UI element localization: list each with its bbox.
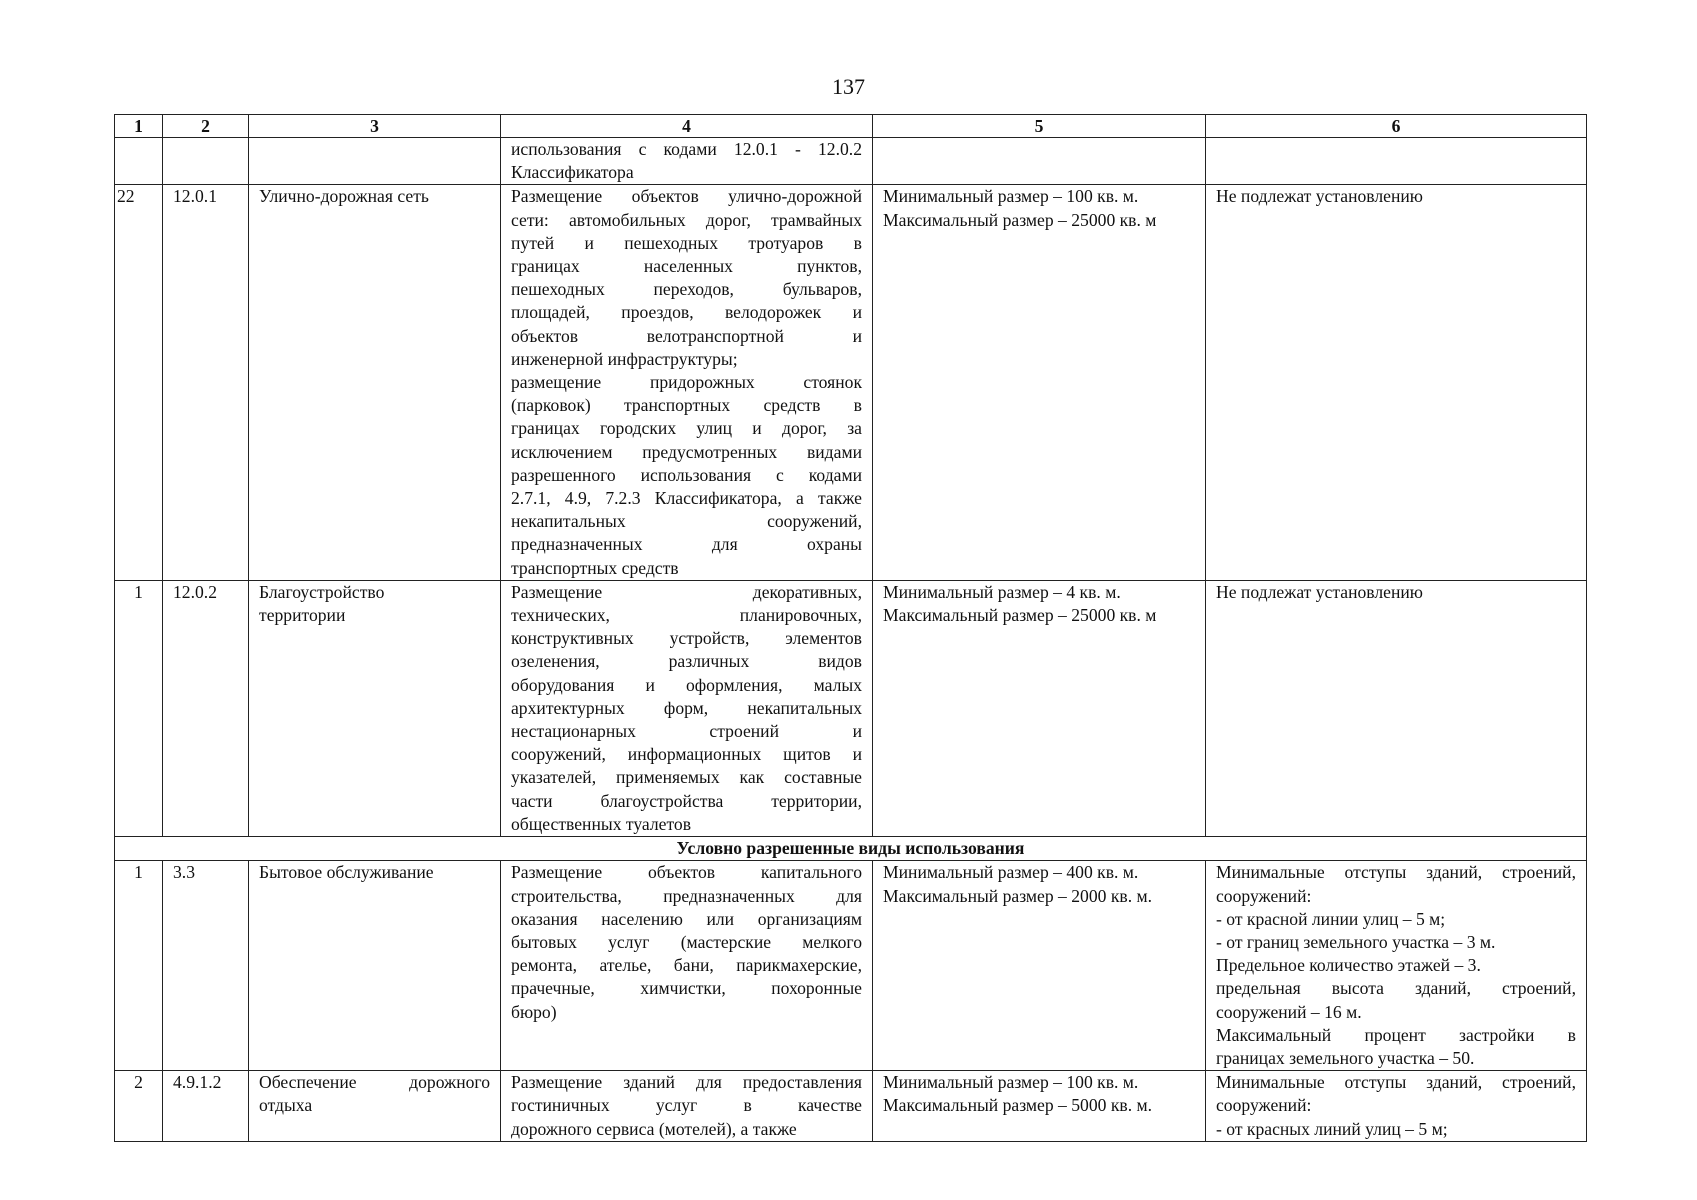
cell-code: 12.0.1 — [163, 185, 249, 580]
params-line: Не подлежат установлению — [1216, 186, 1423, 207]
text-line: (парковок) транспортных средств в — [511, 395, 862, 416]
text-line: сети: автомобильных дорог, трамвайных — [511, 209, 862, 230]
cell-params — [1206, 138, 1587, 185]
cell-params — [1206, 1071, 1587, 1142]
name-line: территории — [259, 605, 346, 626]
text-line: Размещение зданий для предоставления — [511, 1072, 862, 1093]
text-line: инженерной инфраструктуры; — [511, 348, 738, 369]
text-line: Минимальные отступы зданий, строений, — [1216, 862, 1576, 883]
cell-num: 1 — [115, 580, 163, 836]
text-line: бытовых услуг (мастерские мелкого — [511, 931, 862, 952]
table-row-street-network — [115, 185, 1587, 580]
text-line: сооружений, информационных щитов и — [511, 744, 862, 765]
name-line: Обеспечение дорожного — [259, 1072, 490, 1093]
name-line: отдыха — [259, 1095, 313, 1116]
table-row-household-services — [115, 861, 1587, 1071]
text-line: оказания населению или организациям — [511, 908, 862, 929]
text-line: 2.7.1, 4.9, 7.2.3 Классификатора, а также — [511, 488, 862, 509]
text-line: исключением предусмотренных видами — [511, 441, 862, 462]
size-min: Минимальный размер – 400 кв. м. — [883, 862, 1139, 883]
cell-code — [163, 138, 249, 185]
cell-params — [1206, 861, 1587, 1071]
column-header-4: 4 — [501, 115, 873, 138]
cell-name: Улично-дорожная сеть — [249, 185, 501, 580]
cell-description — [501, 580, 873, 836]
column-header-1: 1 — [115, 115, 163, 138]
section-title: Условно разрешенные виды использования — [115, 837, 1587, 861]
text-line: прачечные, химчистки, похоронные — [511, 978, 862, 999]
cell-size — [873, 138, 1206, 185]
text-line: Минимальные отступы зданий, строений, — [1216, 1072, 1576, 1093]
text-line: нестационарных строений и — [511, 721, 862, 742]
table-row-continuation — [115, 138, 1587, 185]
cell-description — [501, 1071, 873, 1142]
land-use-table — [114, 114, 1587, 1142]
cell-description — [501, 185, 873, 580]
text-line: границах населенных пунктов, — [511, 256, 862, 277]
column-header-2: 2 — [163, 115, 249, 138]
cell-num — [115, 138, 163, 185]
text-line: сооружений: — [1216, 885, 1312, 906]
cell-params — [1206, 185, 1587, 580]
text-line: транспортных средств — [511, 557, 679, 578]
size-max: Максимальный размер – 5000 кв. м. — [883, 1095, 1153, 1116]
text-line: границах городских улиц и дорог, за — [511, 418, 862, 439]
text-line: сооружений: — [1216, 1095, 1312, 1116]
cell-name — [249, 580, 501, 836]
size-min: Минимальный размер – 100 кв. м. — [883, 186, 1139, 207]
text-line: площадей, проездов, велодорожек и — [511, 302, 862, 323]
text-line: границах земельного участка – 50. — [1216, 1047, 1475, 1068]
text-line: некапитальных сооружений, — [511, 511, 862, 532]
cell-size — [873, 185, 1206, 580]
cell-code: 12.0.2 — [163, 580, 249, 836]
cell-size — [873, 861, 1206, 1071]
table-row-landscaping — [115, 580, 1587, 836]
column-header-6: 6 — [1206, 115, 1587, 138]
table-header-row — [115, 115, 1587, 138]
text-line: путей и пешеходных тротуаров в — [511, 232, 862, 253]
table-row-road-rest — [115, 1071, 1587, 1142]
description-line: использования с кодами 12.0.1 - 12.0.2 — [511, 139, 862, 159]
text-line: конструктивных устройств, элементов — [511, 628, 862, 649]
size-max: Максимальный размер – 25000 кв. м — [883, 605, 1157, 626]
cell-size — [873, 580, 1206, 836]
text-line: части благоустройства территории, — [511, 790, 862, 811]
cell-code: 4.9.1.2 — [163, 1071, 249, 1142]
text-line: дорожного сервиса (мотелей), а также — [511, 1118, 797, 1139]
size-min: Минимальный размер – 4 кв. м. — [883, 581, 1121, 602]
text-line: предельная высота зданий, строений, — [1216, 978, 1576, 999]
cell-num: 2 — [115, 1071, 163, 1142]
text-line: архитектурных форм, некапитальных — [511, 697, 862, 718]
text-line: объектов велотранспортной и — [511, 325, 862, 346]
cell-name — [249, 1071, 501, 1142]
text-line: - от красных линий улиц – 5 м; — [1216, 1118, 1448, 1139]
text-line: Предельное количество этажей – 3. — [1216, 955, 1481, 976]
size-max: Максимальный размер – 25000 кв. м — [883, 209, 1157, 230]
cell-code: 3.3 — [163, 861, 249, 1071]
text-line: предназначенных для охраны — [511, 534, 862, 555]
text-line: гостиничных услуг в качестве — [511, 1095, 862, 1116]
text-line: строительства, предназначенных для — [511, 885, 862, 906]
section-row — [115, 837, 1587, 861]
text-line: Размещение объектов улично-дорожной — [511, 186, 862, 207]
description-line: Классификатора — [511, 162, 634, 183]
text-line: Размещение объектов капитального — [511, 862, 862, 883]
text-line: пешеходных переходов, бульваров, — [511, 279, 862, 300]
size-min: Минимальный размер – 100 кв. м. — [883, 1072, 1139, 1093]
text-line: - от границ земельного участка – 3 м. — [1216, 931, 1496, 952]
cell-params — [1206, 580, 1587, 836]
cell-num: 1 — [115, 861, 163, 1071]
column-header-5: 5 — [873, 115, 1206, 138]
text-line: бюро) — [511, 1001, 557, 1022]
text-line: оборудования и оформления, малых — [511, 674, 862, 695]
params-line: Не подлежат установлению — [1216, 581, 1423, 602]
text-line: - от красной линии улиц – 5 м; — [1216, 908, 1446, 929]
name-line: Благоустройство — [259, 581, 385, 602]
size-max: Максимальный размер – 2000 кв. м. — [883, 885, 1153, 906]
text-line: технических, планировочных, — [511, 605, 862, 626]
cell-description — [501, 861, 873, 1071]
text-line: сооружений – 16 м. — [1216, 1001, 1362, 1022]
text-line: озеленения, различных видов — [511, 651, 862, 672]
cell-size — [873, 1071, 1206, 1142]
cell-description — [501, 138, 873, 185]
text-line: разрешенного использования с кодами — [511, 464, 862, 485]
text-line: указателей, применяемых как составные — [511, 767, 862, 788]
text-line: размещение придорожных стоянок — [511, 372, 862, 393]
cell-name: Бытовое обслуживание — [249, 861, 501, 1071]
cell-name — [249, 138, 501, 185]
page-number: 137 — [832, 74, 865, 99]
text-line: общественных туалетов — [511, 813, 692, 834]
cell-num: 22 — [115, 185, 163, 580]
text-line: Размещение декоративных, — [511, 581, 862, 602]
text-line: ремонта, ателье, бани, парикмахерские, — [511, 955, 862, 976]
column-header-3: 3 — [249, 115, 501, 138]
text-line: Максимальный процент застройки в — [1216, 1024, 1576, 1045]
